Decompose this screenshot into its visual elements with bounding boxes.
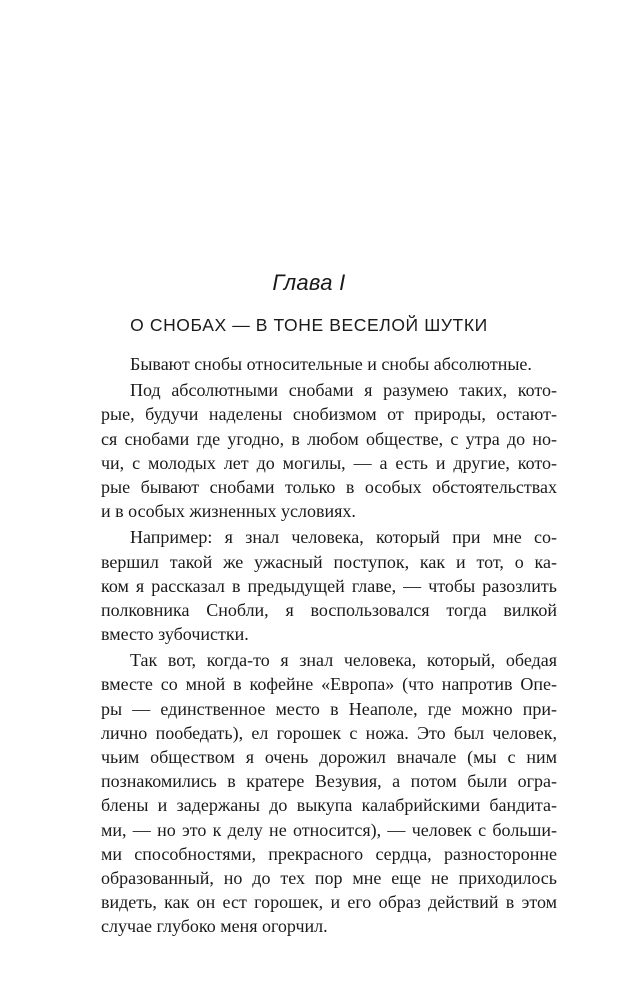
text-line: рые, будучи наделены снобизмом от природы, остают-	[101, 404, 557, 425]
text-line: рые бывают снобами только в особых обстоятельствах	[101, 476, 557, 497]
text-line: Так вот, когда-то я знал человека, который, обедая	[130, 650, 557, 671]
chapter-title: О СНОБАХ — В ТОНЕ ВЕСЕЛОЙ ШУТКИ	[130, 315, 488, 335]
text-line: Например: я знал человека, который при мне со-	[130, 527, 557, 548]
text-line: вместе со мной в кофейне «Европа» (что напротив Опе-	[101, 674, 557, 695]
text-line: ры — единственное место в Неаполе, где можно при-	[101, 698, 557, 719]
paragraph	[101, 648, 557, 938]
text-line: чи, с молодых лет до могилы, — а есть и другие, кото-	[101, 452, 557, 473]
paragraph	[101, 352, 557, 376]
chapter-body	[101, 352, 557, 939]
text-line: и в особых жизненных условиях.	[101, 501, 356, 522]
text-line: чьим обществом я очень дорожил вначале (мы с ним	[101, 747, 557, 767]
text-line: ми, — но это к делу не относится), — человек с больши-	[101, 819, 557, 840]
text-line: образованный, но до тех пор мне еще не приходилось	[101, 867, 557, 888]
text-line: вместо зубочистки.	[101, 624, 249, 645]
text-line: ком я рассказал в предыдущей главе, — чтобы разозлить	[101, 575, 557, 596]
text-line: вершил такой же ужасный поступок, как и тот, о ка-	[101, 551, 557, 572]
text-line: полковника Снобли, я воспользовался тогда вилкой	[101, 599, 557, 620]
text-line: познакомились в кратере Везувия, а потом были огра-	[101, 771, 557, 792]
text-line: блены и задержаны до выкупа калабрийскими бандита-	[101, 795, 557, 816]
text-line: случае глубоко меня огорчил.	[101, 916, 328, 937]
text-line: Бывают снобы относительные и снобы абсолютные.	[130, 354, 532, 374]
paragraph	[101, 525, 557, 646]
paragraph	[101, 378, 557, 523]
text-line: Под абсолютными снобами я разумею таких, кото-	[130, 380, 557, 401]
text-line: ся снобами где угодно, в любом обществе, с утра до но-	[101, 428, 557, 449]
text-line: лично пообедать), ел горошек с ножа. Это был человек,	[101, 722, 557, 743]
text-line: видеть, как он ест горошек, и его образ действий в этом	[101, 892, 557, 913]
chapter-heading: Глава I	[272, 270, 346, 295]
text-line: ми способностями, прекрасного сердца, разносторонне	[101, 843, 557, 864]
